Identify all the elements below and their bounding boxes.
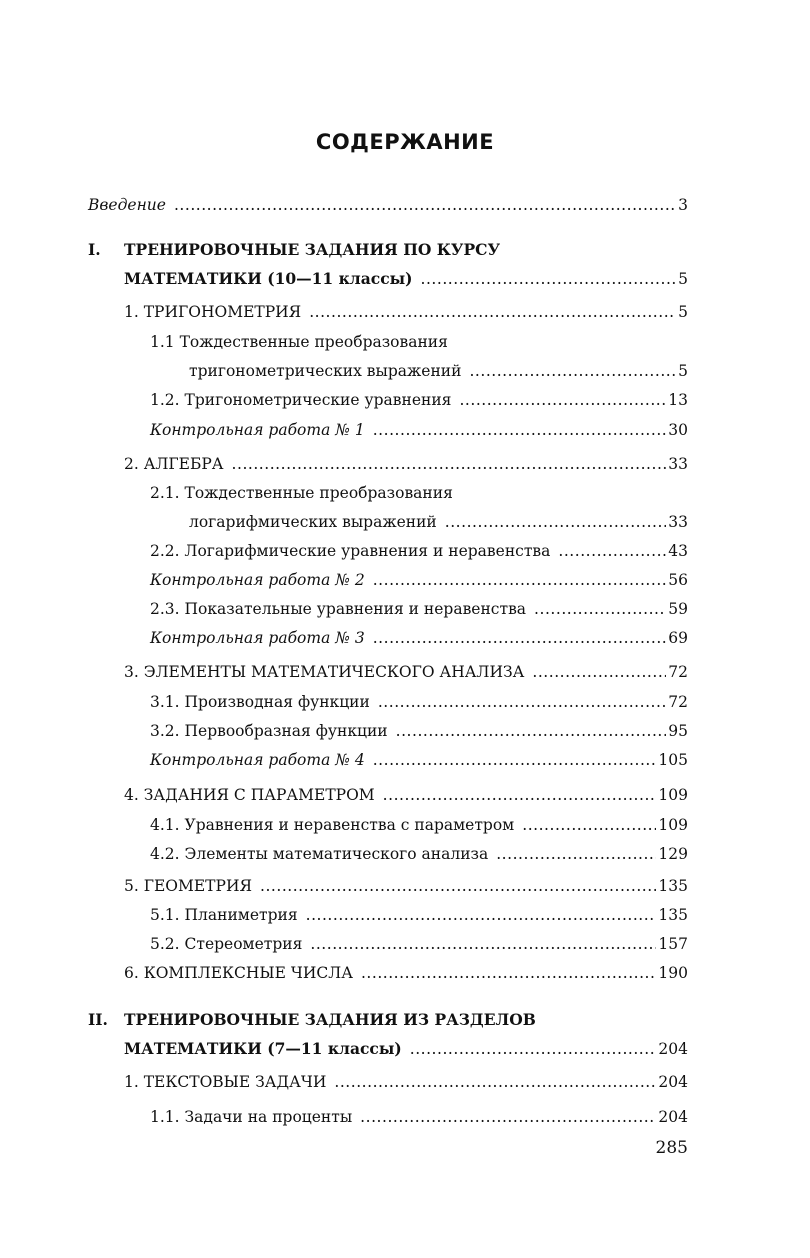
toc-section[interactable] — [124, 302, 688, 322]
toc-entry-label: 5. ГЕОМЕТРИЯ — [124, 877, 252, 895]
toc-entry-page: 204 — [658, 1040, 688, 1058]
leader-dots — [334, 1072, 656, 1092]
toc-entry-label: 6. КОМПЛЕКСНЫЕ ЧИСЛА — [124, 964, 353, 982]
toc-entry-label: 2.3. Показательные уравнения и неравенства — [150, 600, 527, 618]
leader-dots — [373, 420, 667, 440]
leader-dots — [306, 905, 657, 925]
toc-test[interactable] — [150, 628, 688, 648]
toc-part-2[interactable] — [124, 1039, 688, 1059]
toc-test[interactable] — [150, 570, 688, 590]
toc-section[interactable] — [124, 454, 688, 474]
part-number: II. — [88, 1010, 108, 1029]
toc-subsection[interactable] — [150, 721, 688, 741]
page-number: 285 — [655, 1138, 688, 1158]
toc-part-1[interactable] — [124, 269, 688, 289]
toc-entry-page: 95 — [668, 722, 688, 740]
toc-entry-label: 2. АЛГЕБРА — [124, 455, 224, 473]
toc-test[interactable] — [150, 750, 688, 770]
toc-entry-label: 3.1. Производная функции — [150, 693, 370, 711]
leader-dots — [532, 662, 666, 682]
toc-entry-label: 4.2. Элементы математического анализа — [150, 845, 489, 863]
leader-dots — [310, 934, 656, 954]
toc-section[interactable] — [124, 963, 688, 983]
part-number: I. — [88, 240, 101, 259]
toc-subsection[interactable] — [150, 599, 688, 619]
toc-entry-page: 72 — [668, 663, 688, 681]
toc-subsection-line1: 2.1. Тождественные преобразования — [150, 484, 453, 502]
leader-dots — [373, 628, 667, 648]
toc-entry-page: 5 — [678, 362, 688, 380]
toc-entry-page: 33 — [668, 455, 688, 473]
page-title: СОДЕРЖАНИЕ — [315, 130, 495, 154]
leader-dots — [309, 302, 676, 322]
toc-test[interactable] — [150, 420, 688, 440]
toc-section[interactable] — [124, 1072, 688, 1092]
toc-entry-page: 204 — [658, 1073, 688, 1091]
leader-dots — [522, 815, 656, 835]
part-heading-line1: ТРЕНИРОВОЧНЫЕ ЗАДАНИЯ ИЗ РАЗДЕЛОВ — [124, 1010, 536, 1029]
leader-dots — [496, 844, 656, 864]
toc-entry-label: Контрольная работа № 2 — [150, 571, 365, 589]
toc-subsection[interactable] — [189, 361, 688, 381]
leader-dots — [378, 692, 666, 712]
toc-entry-page: 43 — [668, 542, 688, 560]
toc-entry-label: Контрольная работа № 3 — [150, 629, 365, 647]
toc-subsection[interactable] — [150, 541, 688, 561]
part-heading-line1: ТРЕНИРОВОЧНЫЕ ЗАДАНИЯ ПО КУРСУ — [124, 240, 501, 259]
toc-entry-page: 3 — [678, 196, 688, 214]
leader-dots — [260, 876, 656, 896]
toc-entry-page: 56 — [668, 571, 688, 589]
leader-dots — [410, 1039, 657, 1059]
toc-entry-page: 30 — [668, 421, 688, 439]
toc-subsection[interactable] — [150, 934, 688, 954]
toc-entry-label: 4.1. Уравнения и неравенства с параметром — [150, 816, 515, 834]
toc-subsection[interactable] — [150, 692, 688, 712]
toc-entry-label: 3.2. Первообразная функции — [150, 722, 388, 740]
toc-entry-page: 157 — [658, 935, 688, 953]
toc-subsection[interactable] — [150, 1107, 688, 1127]
leader-dots — [469, 361, 676, 381]
toc-entry-label: 1.2. Тригонометрические уравнения — [150, 391, 452, 409]
leader-dots — [459, 390, 666, 410]
toc-entry-page: 5 — [678, 303, 688, 321]
leader-dots — [445, 512, 667, 532]
toc-entry-label: 1.1. Задачи на проценты — [150, 1108, 353, 1126]
toc-entry-page: 190 — [658, 964, 688, 982]
toc-entry-label: 5.1. Планиметрия — [150, 906, 298, 924]
toc-entry-label: 2.2. Логарифмические уравнения и неравенства — [150, 542, 551, 560]
toc-entry-page: 13 — [668, 391, 688, 409]
leader-dots — [396, 721, 667, 741]
toc-entry-page: 33 — [668, 513, 688, 531]
toc-subsection[interactable] — [189, 512, 688, 532]
toc-entry-label: 1. ТЕКСТОВЫЕ ЗАДАЧИ — [124, 1073, 327, 1091]
toc-entry-label: тригонометрических выражений — [189, 362, 462, 380]
toc-entry-label: Введение — [88, 196, 166, 214]
toc-subsection-line1: 1.1 Тождественные преобразования — [150, 333, 448, 351]
toc-subsection[interactable] — [150, 390, 688, 410]
toc-entry-label: 4. ЗАДАНИЯ С ПАРАМЕТРОМ — [124, 786, 375, 804]
leader-dots — [373, 570, 667, 590]
leader-dots — [174, 195, 676, 215]
part-heading-line2: МАТЕМАТИКИ (7—11 классы) — [124, 1039, 402, 1058]
toc-entry-page: 204 — [658, 1108, 688, 1126]
leader-dots — [558, 541, 666, 561]
leader-dots — [383, 785, 657, 805]
toc-entry-intro[interactable] — [88, 195, 688, 215]
leader-dots — [232, 454, 667, 474]
toc-entry-page: 59 — [668, 600, 688, 618]
toc-subsection[interactable] — [150, 905, 688, 925]
leader-dots — [534, 599, 666, 619]
toc-entry-page: 69 — [668, 629, 688, 647]
toc-entry-label: Контрольная работа № 1 — [150, 421, 365, 439]
toc-entry-page: 109 — [658, 786, 688, 804]
toc-entry-page: 135 — [658, 906, 688, 924]
toc-entry-page: 5 — [678, 270, 688, 288]
toc-entry-label: 5.2. Стереометрия — [150, 935, 303, 953]
leader-dots — [373, 750, 657, 770]
toc-subsection[interactable] — [150, 844, 688, 864]
toc-subsection[interactable] — [150, 815, 688, 835]
toc-entry-page: 105 — [658, 751, 688, 769]
toc-entry-label: 1. ТРИГОНОМЕТРИЯ — [124, 303, 302, 321]
leader-dots — [361, 963, 656, 983]
toc-section[interactable] — [124, 662, 688, 682]
toc-entry-label: Контрольная работа № 4 — [150, 751, 365, 769]
toc-entry-page: 109 — [658, 816, 688, 834]
leader-dots — [421, 269, 677, 289]
toc-entry-page: 72 — [668, 693, 688, 711]
toc-entry-page: 129 — [658, 845, 688, 863]
toc-section[interactable] — [124, 876, 688, 896]
toc-entry-page: 135 — [658, 877, 688, 895]
part-heading-line2: МАТЕМАТИКИ (10—11 классы) — [124, 269, 413, 288]
toc-entry-label: логарифмических выражений — [189, 513, 437, 531]
leader-dots — [360, 1107, 656, 1127]
toc-entry-label: 3. ЭЛЕМЕНТЫ МАТЕМАТИЧЕСКОГО АНАЛИЗА — [124, 663, 525, 681]
toc-section[interactable] — [124, 785, 688, 805]
